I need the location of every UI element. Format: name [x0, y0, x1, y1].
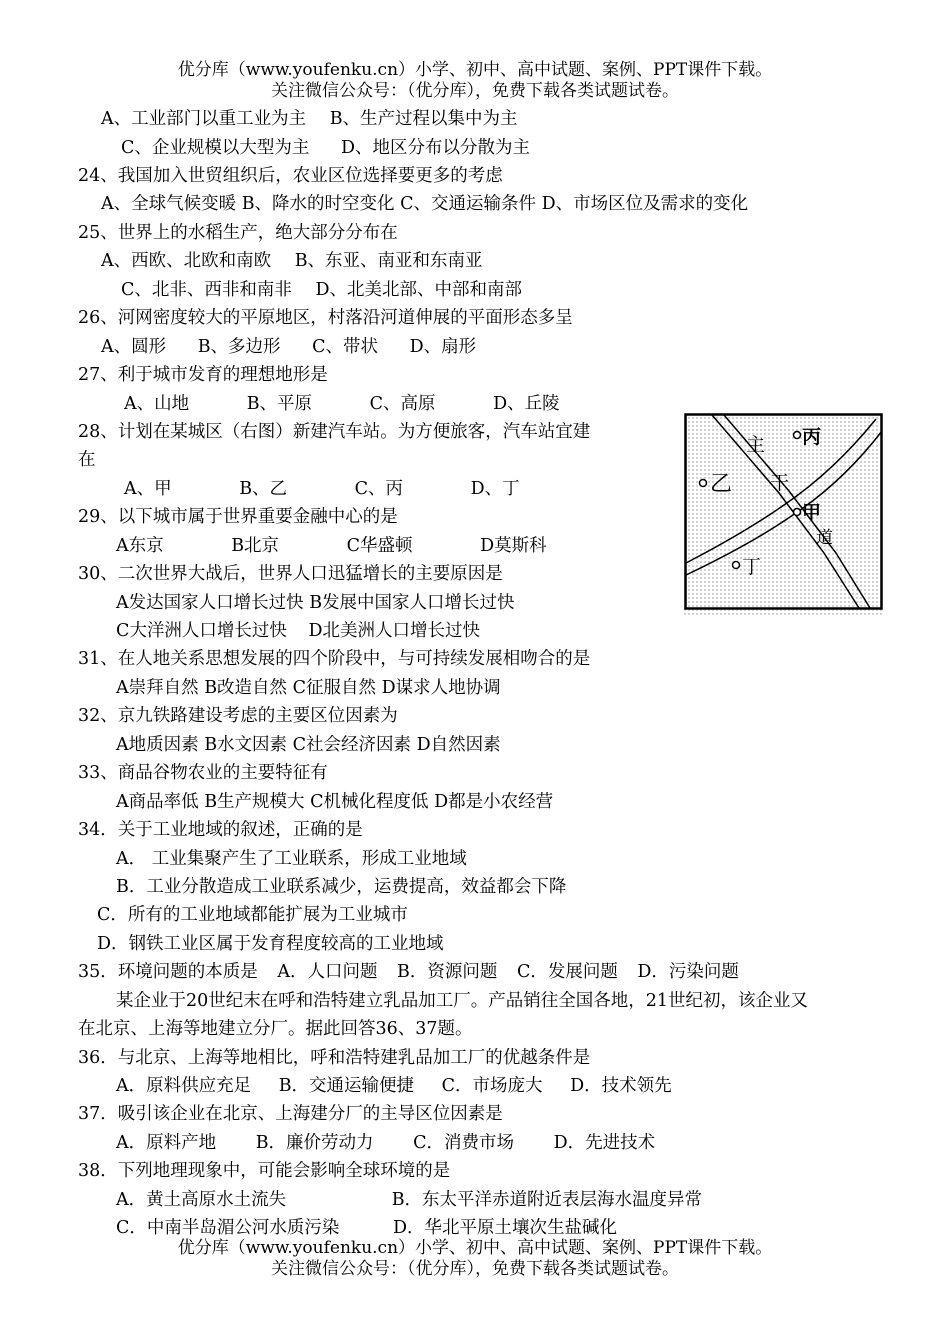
q35-stem-options: 35．环境问题的本质是 A．人口问题 B．资源问题 C．发展问题 D．污染问题 — [78, 962, 739, 982]
q30-options-ab: A发达国家人口增长过快 B发展中国家人口增长过快 — [116, 593, 515, 613]
footer-line-1: 优分库（www.youfenku.cn）小学、初中、高中试题、案例、PPT课件下载。 — [177, 1238, 773, 1258]
map-background — [684, 413, 884, 615]
q34-option-d: D．钢铁工业区属于发育程度较高的工业地域 — [97, 934, 444, 954]
q26-stem: 26、河网密度较大的平原地区，村落沿河道伸展的平面形态多呈 — [78, 308, 573, 328]
map-label-ding: 丁 — [742, 556, 762, 578]
q31-stem: 31、在人地关系思想发展的四个阶段中，与可持续发展相吻合的是 — [78, 649, 591, 669]
passage-line-1: 某企业于20世纪末在呼和浩特建立乳品加工厂。产品销往全国各地，21世纪初，该企业又 — [116, 991, 809, 1011]
q25-options-cd: C、北非、西非和南非 D、北美北部、中部和南部 — [121, 280, 522, 300]
q31-options: A崇拜自然 B改造自然 C征服自然 D谋求人地协调 — [116, 678, 501, 698]
city-district-map — [684, 413, 884, 615]
q36-options: A．原料供应充足 B．交通运输便捷 C．市场庞大 D．技术领先 — [116, 1076, 672, 1096]
q30-options-cd: C大洋洲人口增长过快 D北美洲人口增长过快 — [116, 621, 480, 641]
q38-stem: 38．下列地理现象中，可能会影响全球环境的是 — [78, 1161, 451, 1181]
q34-option-a: A． 工业集聚产生了工业联系，形成工业地域 — [116, 849, 467, 869]
footer-line-2: 关注微信公众号：（优分库），免费下载各类试题试卷。 — [271, 1259, 679, 1279]
map-label-yi: 乙 — [710, 472, 733, 497]
q33-options: A商品率低 B生产规模大 C机械化程度低 D都是小农经营 — [116, 792, 554, 812]
q33-stem: 33、商品谷物农业的主要特征有 — [78, 763, 328, 783]
q27-stem: 27、利于城市发育的理想地形是 — [78, 365, 328, 385]
q25-options-ab: A、西欧、北欧和南欧 B、东亚、南亚和东南亚 — [101, 251, 483, 271]
q32-options: A地质因素 B水文因素 C社会经济因素 D自然因素 — [116, 735, 501, 755]
q32-stem: 32、京九铁路建设考虑的主要区位因素为 — [78, 706, 398, 726]
passage-line-2: 在北京、上海等地建立分厂。据此回答36、37题。 — [78, 1019, 473, 1039]
q29-stem: 29、以下城市属于世界重要金融中心的是 — [78, 507, 398, 527]
site-jia-marker — [794, 509, 801, 516]
header-line-2: 关注微信公众号：（优分库），免费下载各类试题试卷。 — [271, 81, 679, 101]
q29-options: A东京 B北京 C华盛顿 D莫斯科 — [116, 536, 547, 556]
q23-options-cd: C、企业规模以大型为主 D、地区分布以分散为主 — [121, 138, 530, 158]
map-label-bing: 丙 — [802, 426, 822, 448]
header-line-1: 优分库（www.youfenku.cn）小学、初中、高中试题、案例、PPT课件下载。 — [177, 60, 773, 80]
page-header — [0, 60, 950, 102]
q23-options-ab: A、工业部门以重工业为主 B、生产过程以集中为主 — [101, 109, 518, 129]
site-ding-marker — [733, 562, 740, 569]
site-yi-marker — [700, 480, 707, 487]
q34-option-b: B．工业分散造成工业联系减少，运费提高，效益都会下降 — [116, 877, 567, 897]
map-label-zhu: 主 — [746, 434, 766, 456]
q25-stem: 25、世界上的水稻生产，绝大部分分布在 — [78, 223, 398, 243]
q36-stem: 36．与北京、上海等地相比，呼和浩特建乳品加工厂的优越条件是 — [78, 1048, 591, 1068]
q28-options: A、甲 B、乙 C、丙 D、丁 — [124, 479, 520, 499]
q34-option-c: C．所有的工业地域都能扩展为工业城市 — [97, 905, 408, 925]
q27-options: A、山地 B、平原 C、高原 D、丘陵 — [124, 394, 560, 414]
q34-stem: 34．关于工业地域的叙述，正确的是 — [78, 820, 363, 840]
q30-stem: 30、二次世界大战后，世界人口迅猛增长的主要原因是 — [78, 564, 503, 584]
q38-options-ab: A．黄土高原水土流失 B．东太平洋赤道附近表层海水温度异常 — [116, 1190, 703, 1210]
q26-options: A、圆形 B、多边形 C、带状 D、扇形 — [101, 337, 477, 357]
page-footer — [0, 1238, 950, 1280]
map-label-jia: 甲 — [802, 502, 822, 524]
q24-options: A、全球气候变暖 B、降水的时空变化 C、交通运输条件 D、市场区位及需求的变化 — [101, 194, 749, 214]
map-label-gan: 干 — [770, 472, 790, 494]
q37-stem: 37．吸引该企业在北京、上海建分厂的主导区位因素是 — [78, 1104, 503, 1124]
q24-stem: 24、我国加入世贸组织后，农业区位选择要更多的考虑 — [78, 166, 503, 186]
q28-stem: 28、计划在某城区（右图）新建汽车站。为方便旅客，汽车站宜建 — [78, 422, 591, 442]
q28-stem-cont: 在 — [78, 450, 96, 470]
q37-options: A．原料产地 B．廉价劳动力 C．消费市场 D．先进技术 — [116, 1133, 656, 1153]
q38-options-cd: C．中南半岛湄公河水质污染 D．华北平原土壤次生盐碱化 — [116, 1218, 617, 1238]
site-bing-marker — [794, 432, 801, 439]
map-label-dao: 道 — [816, 528, 833, 548]
